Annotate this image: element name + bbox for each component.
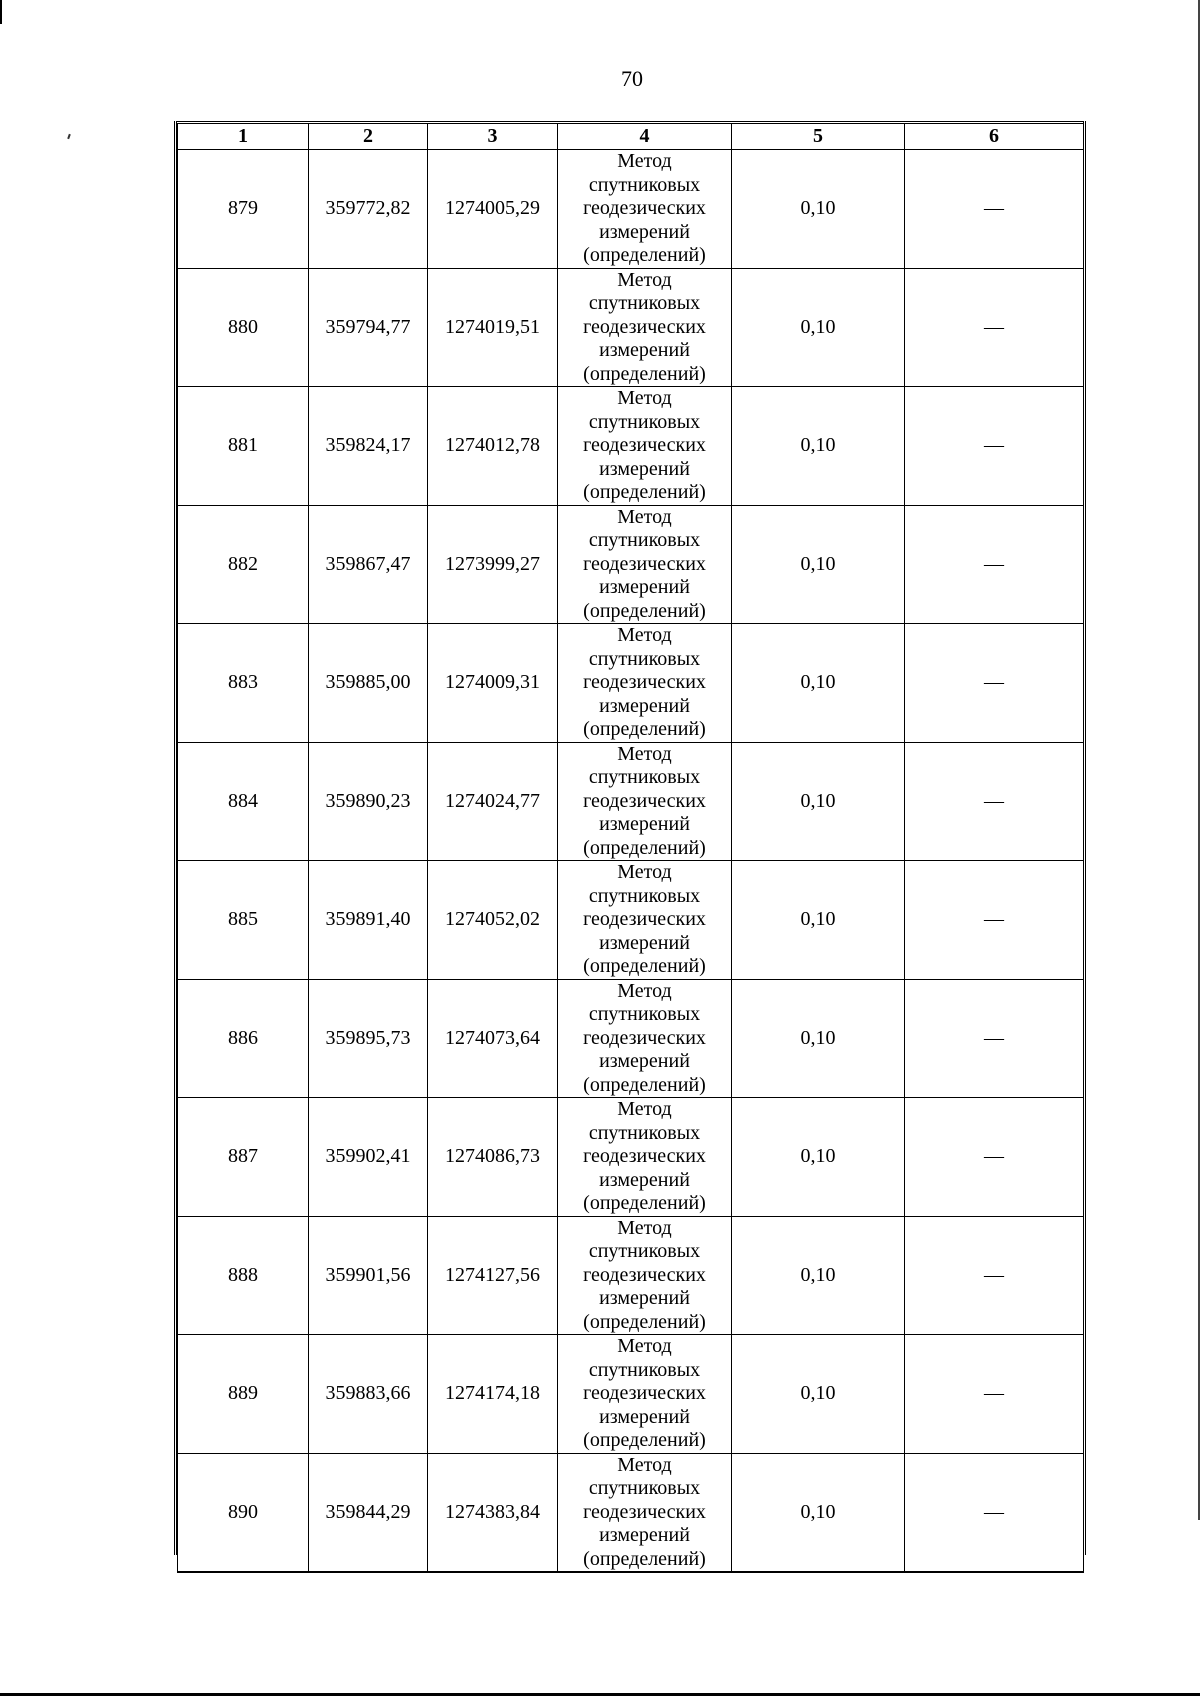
method-text-line: геодезических (583, 671, 706, 693)
y-coordinate-cell: 1274174,18 (428, 1335, 558, 1454)
x-coordinate-cell: 359794,77 (309, 268, 428, 387)
column-header: 1 (178, 123, 309, 150)
method-text-line: спутниковых (588, 1121, 701, 1144)
method-text-line: измерений (599, 576, 690, 598)
method-cell (558, 1335, 732, 1454)
point-number-cell: 888 (178, 1216, 309, 1335)
description-cell: — (905, 505, 1084, 624)
x-coordinate-cell: 359867,47 (309, 505, 428, 624)
y-coordinate-cell: 1274383,84 (428, 1453, 558, 1572)
method-text-line: спутниковых (588, 1003, 701, 1025)
table-row (178, 1098, 1084, 1217)
accuracy-cell: 0,10 (732, 979, 905, 1098)
method-cell (558, 1216, 732, 1335)
method-text-line: (определений) (583, 1192, 706, 1214)
table-row (178, 624, 1084, 743)
description-cell: — (905, 150, 1084, 269)
method-cell (558, 1453, 732, 1572)
method-text-line: Метод (617, 624, 672, 646)
method-text-line: спутниковых (588, 884, 701, 907)
method-text-line: (определений) (583, 718, 706, 740)
method-text-line: измерений (599, 1050, 690, 1072)
method-text-line: спутниковых (588, 292, 701, 314)
method-text-line: измерений (599, 220, 690, 243)
method-text-line: Метод (617, 979, 672, 1002)
method-text-line: спутниковых (588, 1477, 701, 1499)
table-row (178, 1216, 1084, 1335)
method-text-line: спутниковых (588, 1240, 701, 1262)
column-header: 6 (905, 123, 1084, 150)
method-text-line: (определений) (583, 244, 706, 266)
method-text-line: (определений) (583, 362, 706, 385)
accuracy-cell: 0,10 (732, 1335, 905, 1454)
point-number-cell: 887 (178, 1098, 309, 1217)
y-coordinate-cell: 1274009,31 (428, 624, 558, 743)
point-number-cell: 882 (178, 505, 309, 624)
description-cell: — (905, 1453, 1084, 1572)
method-cell (558, 150, 732, 269)
accuracy-cell: 0,10 (732, 1216, 905, 1335)
x-coordinate-cell: 359844,29 (309, 1453, 428, 1572)
method-text-line: геодезических (583, 908, 706, 930)
x-coordinate-cell: 359891,40 (309, 861, 428, 980)
method-cell (558, 861, 732, 980)
method-text-line: спутниковых (588, 1358, 701, 1381)
method-cell (558, 1098, 732, 1217)
table-row (178, 979, 1084, 1098)
method-cell (558, 979, 732, 1098)
column-header: 3 (428, 123, 558, 150)
method-text-line: геодезических (583, 197, 706, 219)
method-text-line: геодезических (583, 552, 706, 575)
x-coordinate-cell: 359883,66 (309, 1335, 428, 1454)
x-coordinate-cell: 359885,00 (309, 624, 428, 743)
method-cell (558, 387, 732, 506)
method-text-line: Метод (617, 505, 672, 528)
method-text-line: геодезических (583, 789, 706, 812)
method-text-line: (определений) (583, 481, 706, 503)
method-text-line: измерений (599, 1168, 690, 1191)
x-coordinate-cell: 359772,82 (309, 150, 428, 269)
method-text-line: Метод (617, 1453, 672, 1476)
table-row (178, 505, 1084, 624)
accuracy-cell: 0,10 (732, 150, 905, 269)
description-cell: — (905, 861, 1084, 980)
point-number-cell: 889 (178, 1335, 309, 1454)
description-cell: — (905, 268, 1084, 387)
method-text-line: геодезических (583, 315, 706, 338)
table-body (178, 150, 1084, 1573)
y-coordinate-cell: 1274019,51 (428, 268, 558, 387)
method-cell (558, 505, 732, 624)
method-text-line: (определений) (583, 1429, 706, 1451)
coordinates-table (177, 121, 1084, 1573)
method-cell (558, 742, 732, 861)
point-number-cell: 884 (178, 742, 309, 861)
scan-edge-left (0, 0, 2, 24)
point-number-cell: 885 (178, 861, 309, 980)
method-text-line: измерений (599, 931, 690, 954)
method-text-line: спутниковых (588, 410, 701, 433)
accuracy-cell: 0,10 (732, 505, 905, 624)
method-text-line: (определений) (583, 1310, 706, 1333)
method-text-line: измерений (599, 457, 690, 480)
method-text-line: геодезических (583, 1263, 706, 1286)
y-coordinate-cell: 1274086,73 (428, 1098, 558, 1217)
method-text-line: Метод (617, 1098, 672, 1120)
method-text-line: измерений (599, 339, 690, 361)
method-text-line: геодезических (583, 1026, 706, 1049)
table-row (178, 1453, 1084, 1572)
point-number-cell: 883 (178, 624, 309, 743)
method-text-line: спутниковых (588, 173, 701, 196)
accuracy-cell: 0,10 (732, 1453, 905, 1572)
column-header: 5 (732, 123, 905, 150)
accuracy-cell: 0,10 (732, 1098, 905, 1217)
accuracy-cell: 0,10 (732, 742, 905, 861)
method-text-line: (определений) (583, 955, 706, 977)
method-text-line: Метод (617, 742, 672, 765)
method-text-line: измерений (599, 1524, 690, 1546)
method-text-line: спутниковых (588, 766, 701, 788)
accuracy-cell: 0,10 (732, 268, 905, 387)
table-row (178, 742, 1084, 861)
y-coordinate-cell: 1274127,56 (428, 1216, 558, 1335)
y-coordinate-cell: 1273999,27 (428, 505, 558, 624)
description-cell: — (905, 387, 1084, 506)
method-text-line: измерений (599, 1287, 690, 1309)
table-row (178, 861, 1084, 980)
x-coordinate-cell: 359824,17 (309, 387, 428, 506)
description-cell: — (905, 1216, 1084, 1335)
method-text-line: Метод (617, 387, 672, 409)
coordinates-table-frame (174, 121, 1086, 1570)
accuracy-cell: 0,10 (732, 387, 905, 506)
point-number-cell: 879 (178, 150, 309, 269)
point-number-cell: 890 (178, 1453, 309, 1572)
table-row (178, 387, 1084, 506)
page-number: 70 (621, 66, 643, 91)
point-number-cell: 880 (178, 268, 309, 387)
method-text-line: Метод (617, 1335, 672, 1357)
column-header: 4 (558, 123, 732, 150)
method-text-line: измерений (599, 1405, 690, 1428)
accuracy-cell: 0,10 (732, 624, 905, 743)
description-cell: — (905, 742, 1084, 861)
table-row (178, 150, 1084, 269)
method-text-line: (определений) (583, 1073, 706, 1096)
point-number-cell: 881 (178, 387, 309, 506)
table-row (178, 1335, 1084, 1454)
table-header-row (178, 123, 1084, 150)
method-text-line: геодезических (583, 434, 706, 456)
y-coordinate-cell: 1274024,77 (428, 742, 558, 861)
table-row (178, 268, 1084, 387)
method-text-line: измерений (599, 813, 690, 835)
y-coordinate-cell: 1274012,78 (428, 387, 558, 506)
point-number-cell: 886 (178, 979, 309, 1098)
description-cell: — (905, 624, 1084, 743)
x-coordinate-cell: 359901,56 (309, 1216, 428, 1335)
method-text-line: спутниковых (588, 647, 701, 670)
scan-edge-bottom (0, 1693, 1200, 1696)
method-text-line: Метод (617, 861, 672, 883)
x-coordinate-cell: 359902,41 (309, 1098, 428, 1217)
accuracy-cell: 0,10 (732, 861, 905, 980)
method-text-line: (определений) (583, 599, 706, 622)
method-text-line: геодезических (583, 1145, 706, 1167)
column-header: 2 (309, 123, 428, 150)
x-coordinate-cell: 359890,23 (309, 742, 428, 861)
scan-speck (67, 134, 71, 139)
y-coordinate-cell: 1274005,29 (428, 150, 558, 269)
method-text-line: Метод (617, 150, 672, 172)
method-text-line: Метод (617, 1216, 672, 1239)
method-text-line: Метод (617, 268, 672, 291)
method-text-line: геодезических (583, 1382, 706, 1404)
y-coordinate-cell: 1274052,02 (428, 861, 558, 980)
method-text-line: (определений) (583, 836, 706, 859)
method-text-line: (определений) (583, 1547, 706, 1570)
method-cell (558, 268, 732, 387)
description-cell: — (905, 1335, 1084, 1454)
description-cell: — (905, 979, 1084, 1098)
method-cell (558, 624, 732, 743)
method-text-line: спутниковых (588, 529, 701, 551)
method-text-line: измерений (599, 694, 690, 717)
x-coordinate-cell: 359895,73 (309, 979, 428, 1098)
method-text-line: геодезических (583, 1500, 706, 1523)
description-cell: — (905, 1098, 1084, 1217)
y-coordinate-cell: 1274073,64 (428, 979, 558, 1098)
